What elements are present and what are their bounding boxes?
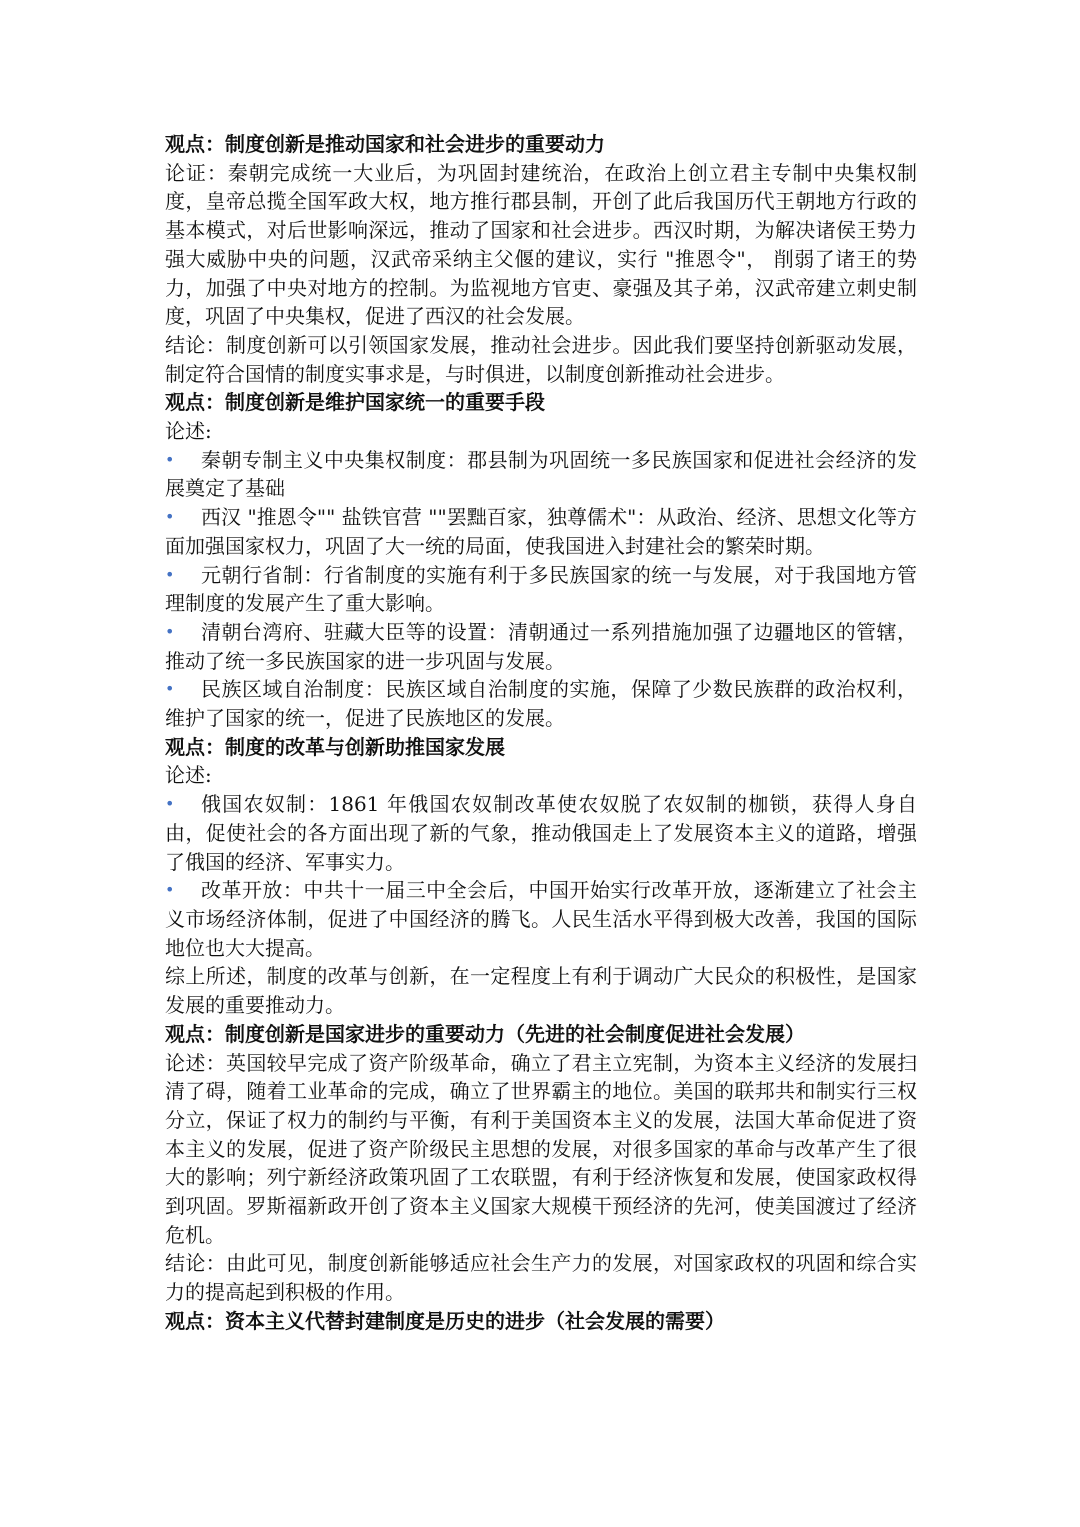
paragraph-summary-3: 综上所述，制度的改革与创新，在一定程度上有利于调动广大民众的积极性，是国家发展的重要推动力。	[165, 964, 917, 1018]
heading-4: 观点：制度创新是国家进步的重要动力（先进的社会制度促进社会发展）	[165, 1021, 805, 1046]
bullet-item	[165, 876, 917, 962]
bullet-icon: •	[165, 564, 175, 584]
bullet-icon: •	[165, 679, 175, 699]
bullet-text: 改革开放：中共十一届三中全会后，中国开始实行改革开放，逐渐建立了社会主义市场经济体制，促进了中国经济的腾飞。人民生活水平得到极大改善，我国的国际地位也大大提高。	[165, 878, 917, 960]
bullet-icon: •	[165, 880, 175, 900]
bullet-text: 秦朝专制主义中央集权制度：郡县制为巩固统一多民族国家和促进社会经济的发展奠定了基础	[165, 447, 917, 501]
paragraph-label-discussion-3: 论述:	[165, 763, 212, 788]
bullet-icon: •	[165, 794, 175, 814]
bullet-text: 元朝行省制：行省制度的实施有利于多民族国家的统一与发展，对于我国地方管理制度的发展产生了重大影响。	[165, 562, 917, 616]
bullet-item	[165, 446, 917, 503]
bullet-item	[165, 790, 917, 876]
bullet-text: 民族区域自治制度：民族区域自治制度的实施，保障了少数民族群的政治权利，维护了国家的统一，促进了民族地区的发展。	[165, 677, 917, 731]
bullet-item	[165, 675, 917, 732]
bullet-item	[165, 503, 917, 560]
paragraph-argument-1: 论证：秦朝完成统一大业后，为巩固封建统治，在政治上创立君主专制中央集权制度，皇帝总揽全国军政大权，地方推行郡县制，开创了此后我国历代王朝地方行政的基本模式，对后世影响深远，推动了国家和社会进步。西汉时期，为解决诸侯王势力强大威胁中央的问题，汉武帝采纳主父偃的建议，实行 "推恩令"， 削弱了诸王的势力，加强了中央对地方的控制。为监视地方官吏、豪强及其子弟，汉武帝建立刺史制度，巩固了中央集权，促进了西汉的社会发展。	[165, 160, 917, 329]
paragraph-label-discussion-2: 论述:	[165, 419, 212, 444]
bullet-text: 西汉 "推恩令"" 盐铁官营 ""罢黜百家，独尊儒术"：从政治、经济、思想文化等方面加强国家权力，巩固了大一统的局面，使我国进入封建社会的繁荣时期。	[165, 505, 917, 558]
bullet-icon: •	[165, 621, 175, 641]
bullet-item	[165, 561, 917, 618]
paragraph-conclusion-1: 结论：制度创新可以引领国家发展，推动社会进步。因此我们要坚持创新驱动发展，制定符合国情的制度实事求是，与时俱进，以制度创新推动社会进步。	[165, 332, 917, 386]
bullet-icon: •	[165, 507, 175, 527]
paragraph-conclusion-4: 结论：由此可见，制度创新能够适应社会生产力的发展，对国家政权的巩固和综合实力的提高起到积极的作用。	[165, 1251, 917, 1305]
heading-2: 观点：制度创新是维护国家统一的重要手段	[165, 390, 545, 415]
bullet-text: 俄国农奴制：1861 年俄国农奴制改革使农奴脱了农奴制的枷锁，获得人身自由，促使社会的各方面出现了新的气象，推动俄国走上了发展资本主义的道路，增强了俄国的经济、军事实力。	[165, 792, 917, 874]
document-page	[165, 130, 917, 1336]
paragraph-discussion-4: 论述：英国较早完成了资产阶级革命，确立了君主立宪制，为资本主义经济的发展扫清了碍，随着工业革命的完成，确立了世界霸主的地位。美国的联邦共和制实行三权分立，保证了权力的制约与平衡，有利于美国资本主义的发展，法国大革命促进了资本主义的发展，促进了资产阶级民主思想的发展，对很多国家的革命与改革产生了很大的影响；列宁新经济政策巩固了工农联盟，有利于经济恢复和发展，使国家政权得到巩固。罗斯福新政开创了资本主义国家大规模干预经济的先河，使美国渡过了经济危机。	[165, 1050, 917, 1247]
bullet-text: 清朝台湾府、驻藏大臣等的设置：清朝通过一系列措施加强了边疆地区的管辖，推动了统一多民族国家的进一步巩固与发展。	[165, 619, 917, 673]
heading-5: 观点：资本主义代替封建制度是历史的进步（社会发展的需要）	[165, 1308, 725, 1333]
bullet-item	[165, 618, 917, 675]
heading-3: 观点：制度的改革与创新助推国家发展	[165, 734, 505, 759]
heading-1: 观点：制度创新是推动国家和社会进步的重要动力	[165, 132, 605, 156]
bullet-icon: •	[165, 449, 175, 469]
